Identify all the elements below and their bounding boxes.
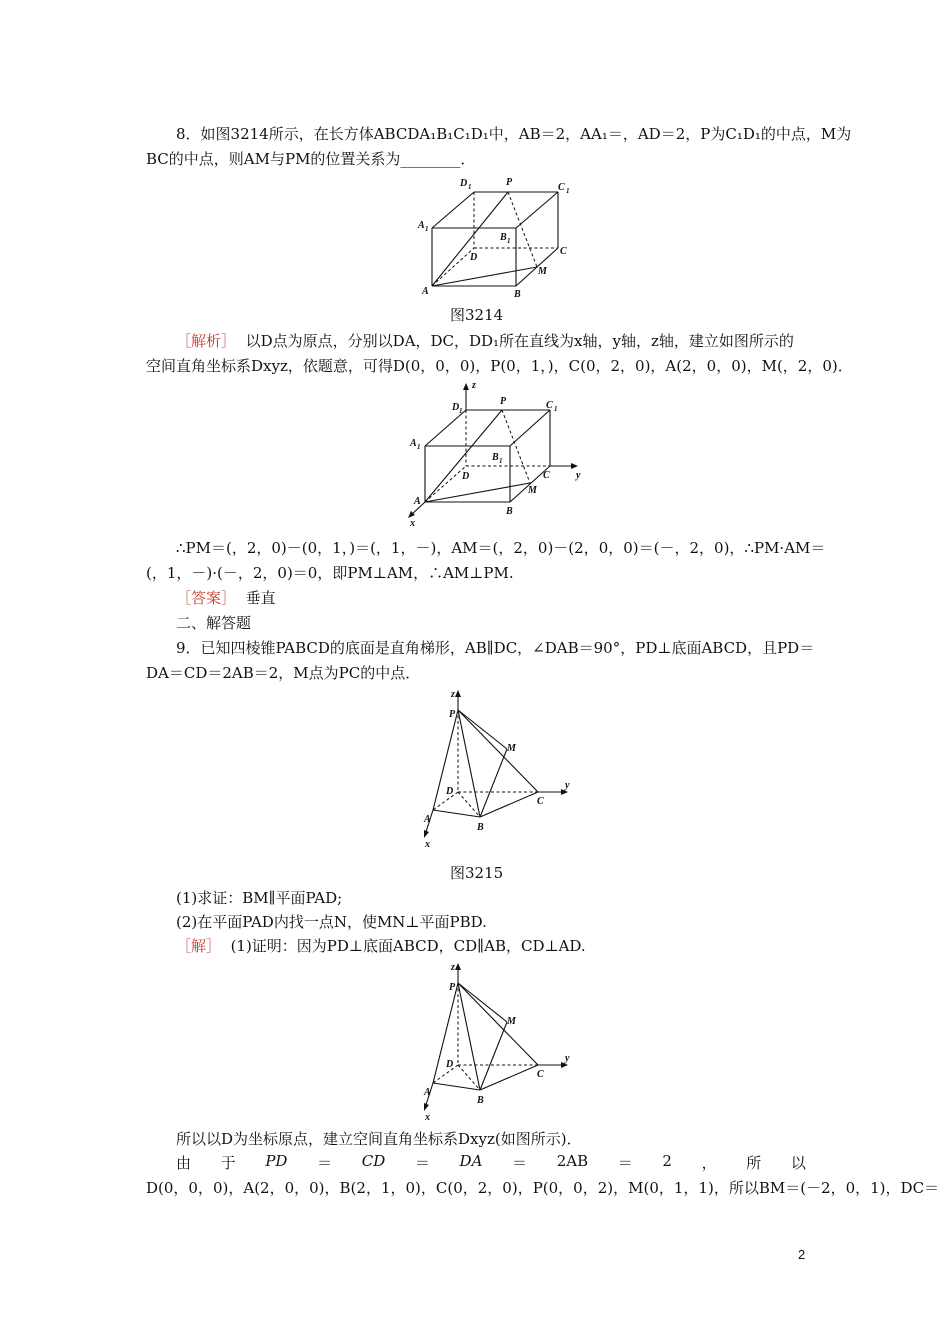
label-A: A — [414, 496, 421, 507]
coords-line: D(0，0，0)，A(2，0，0)，B(2，1，0)，C(0，2，0)，P(0，0，2)，M(0，1，1)，所以BM＝(－2，0，1)，DC＝ — [146, 1179, 940, 1197]
z-axis-arrow — [455, 690, 461, 697]
label-D1-sub: 1 — [459, 407, 463, 415]
label-C: C — [537, 1069, 544, 1080]
label-D: D — [446, 1059, 454, 1070]
calc-line-2: (，1，－)·(－，2，0)＝0，即PM⊥AM，∴AM⊥PM. — [146, 564, 514, 582]
since-word: ＝ — [512, 1154, 528, 1172]
label-M: M — [507, 743, 516, 754]
answer-line — [176, 587, 276, 609]
z-axis-arrow — [455, 963, 461, 970]
since-word: PD — [265, 1152, 288, 1170]
since-word: ＝ — [414, 1154, 430, 1172]
label-M: M — [507, 1016, 516, 1027]
q8-line-1: 8．如图3214所示，在长方体ABCDA₁B₁C₁D₁中，AB＝2，AA₁＝，AD＝2，P为C₁D₁的中点，M为 — [176, 125, 852, 143]
label-z: z — [472, 380, 476, 391]
label-M: M — [538, 266, 547, 277]
solution-line-2: 所以以D为坐标原点，建立空间直角坐标系Dxyz(如图所示)． — [176, 1130, 582, 1148]
solution-tag: ［解］ — [176, 937, 222, 955]
calc-line-1: ∴PM＝(，2，0)－(0，1，)＝(，1，－)，AM＝(，2，0)－(2，0，0)＝(－，2，0)，∴PM·AM＝ — [176, 539, 826, 557]
label-C1-sub: 1 — [566, 187, 570, 195]
since-word: 于 — [220, 1154, 236, 1172]
analysis-tag: ［解析］ — [176, 332, 237, 350]
solution-text-1: (1)证明：因为PD⊥底面ABCD，CD∥AB，CD⊥AD. — [230, 937, 586, 955]
since-word: 2 — [662, 1152, 672, 1170]
label-A: A — [422, 286, 429, 297]
label-z: z — [451, 962, 455, 973]
label-D1: D — [460, 178, 468, 189]
since-word: ， — [701, 1154, 717, 1172]
label-D: D — [462, 471, 470, 482]
label-x: x — [425, 1112, 430, 1123]
analysis-line-2: 空间直角坐标系Dxyz，依题意，可得D(0，0，0)，P(0，1，)，C(0，2，0)，A(2，0，0)，M(，2，0)． — [146, 357, 853, 375]
label-z: z — [451, 689, 455, 700]
label-B: B — [506, 506, 513, 517]
label-C: C — [543, 470, 550, 481]
label-C1: C — [546, 400, 553, 411]
figure-caption-3215: 图3215 — [450, 864, 504, 882]
label-D1: D — [452, 402, 460, 413]
since-word: CD — [361, 1152, 386, 1170]
label-P: P — [506, 177, 513, 188]
label-B: B — [477, 822, 484, 833]
q9-line-1: 9．已知四棱锥PABCD的底面是直角梯形，AB∥DC，∠DAB＝90°，PD⊥底面ABCD，且PD＝ — [176, 639, 815, 657]
figure-caption-3214: 图3214 — [450, 306, 504, 324]
figure-3214 — [410, 172, 580, 302]
answer-tag: ［答案］ — [176, 589, 237, 607]
label-P: P — [449, 709, 456, 720]
label-x: x — [425, 839, 430, 850]
answer-text: 垂直 — [245, 589, 276, 607]
section-title: 二、解答题 — [176, 614, 252, 632]
label-A: A — [424, 814, 431, 825]
label-C: C — [537, 796, 544, 807]
x-axis-arrow — [424, 830, 429, 838]
since-word: 由 — [176, 1154, 192, 1172]
label-y: y — [565, 780, 570, 791]
label-D1-sub: 1 — [468, 183, 472, 191]
label-A1-sub: 1 — [417, 443, 421, 451]
label-y: y — [565, 1053, 570, 1064]
analysis-line-1 — [176, 330, 794, 352]
label-B: B — [477, 1095, 484, 1106]
x-axis-arrow — [424, 1103, 429, 1111]
label-D: D — [470, 252, 478, 263]
analysis-text-1: 以D点为原点，分别以DA，DC，DD₁所在直线为x轴，y轴，z轴，建立如图所示的 — [245, 332, 794, 350]
label-A1-sub: 1 — [425, 225, 429, 233]
label-P: P — [500, 396, 507, 407]
label-C1-sub: 1 — [554, 405, 558, 413]
page-number: 2 — [798, 1247, 806, 1262]
label-C1: C — [558, 182, 565, 193]
since-word: 以 — [790, 1154, 806, 1172]
q8-line-2: BC的中点，则AM与PM的位置关系为________． — [146, 150, 476, 168]
since-word: ＝ — [317, 1154, 333, 1172]
solution-line-1 — [176, 935, 586, 957]
label-A1: A — [410, 438, 417, 449]
z-axis-arrow — [463, 383, 469, 390]
q9-line-2: DA＝CD＝2AB＝2，M点为PC的中点． — [146, 664, 421, 682]
since-word: ＝ — [617, 1154, 633, 1172]
label-B1: B — [500, 232, 507, 243]
label-M: M — [528, 485, 537, 496]
since-word: DA — [459, 1152, 483, 1170]
label-B1-sub: 1 — [507, 237, 511, 245]
label-B1: B — [492, 452, 499, 463]
label-y: y — [576, 470, 581, 481]
label-A1: A — [418, 220, 425, 231]
label-C: C — [560, 246, 567, 257]
label-P: P — [449, 982, 456, 993]
since-word: 2AB — [556, 1152, 589, 1170]
since-word: 所 — [746, 1154, 762, 1172]
figure-3215-repeat — [415, 958, 585, 1123]
label-A: A — [424, 1087, 431, 1098]
label-x: x — [410, 518, 415, 529]
q9-part-2: (2)在平面PAD内找一点N，使MN⊥平面PBD. — [176, 913, 487, 931]
figure-3214-coordinate — [400, 380, 590, 530]
label-B1-sub: 1 — [499, 457, 503, 465]
figure-3215 — [415, 685, 585, 850]
y-axis-arrow — [571, 463, 578, 469]
since-line — [146, 1152, 806, 1173]
label-D: D — [446, 786, 454, 797]
q9-part-1: (1)求证：BM∥平面PAD; — [176, 889, 343, 907]
label-B: B — [514, 289, 521, 300]
